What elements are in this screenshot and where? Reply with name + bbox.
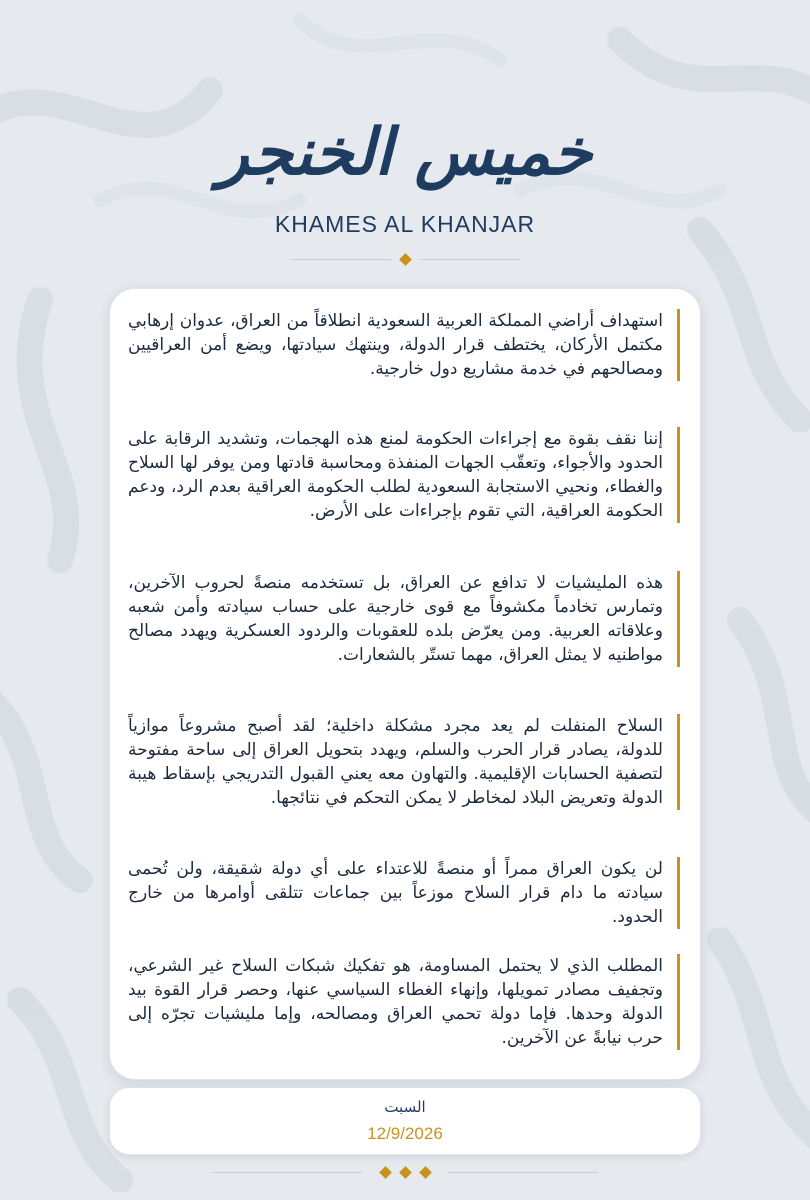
paragraph-2: إننا نقف بقوة مع إجراءات الحكومة لمنع هذه الهجمات، وتشديد الرقابة على الحدود والأجواء، وتعقّب الجهات المنفذة ومحاسبة قادتها ومن يوفر لها السلاح والغطاء، ونحيي الاستجابة السعودية لطلب الحكومة العراقية بعدم الرد، ودعم الحكومة العراقية، التي تقوم بإجراءات على الأرض. <box>128 427 680 523</box>
date-label: 12/9/2026 <box>367 1124 443 1143</box>
logo-english: KHAMES AL KHANJAR <box>274 211 536 237</box>
paragraph-6: المطلب الذي لا يحتمل المساومة، هو تفكيك شبكات السلاح غير الشرعي، وتجفيف مصادر تمويلها، وإنهاء الغطاء السياسي عنها، وحصر قرار القوة بيد الدولة وحدها. فإما دولة تحمي العراق ومصالحه، وإما مليشيات تجرّه إلى حرب نيابةً عن الآخرين. <box>128 954 680 1050</box>
diamond-ornament <box>399 253 412 266</box>
divider-line-right <box>420 259 520 260</box>
divider-line-left <box>291 259 391 260</box>
footer-divider-right <box>448 1172 598 1173</box>
paragraph-5: لن يكون العراق ممراً أو منصةً للاعتداء على أي دولة شقيقة، ولن تُحمى سيادته ما دام قرار السلاح موزعاً بين جماعات تتلقى أوامرها من خارج الحدود. <box>128 857 680 929</box>
diamond-ornament-3 <box>419 1166 432 1179</box>
statement-card <box>109 288 701 1080</box>
day-label: السبت <box>384 1098 426 1116</box>
date-box <box>109 1087 701 1155</box>
footer-divider-left <box>212 1172 362 1173</box>
logo-arabic: خميس الخنجر <box>217 115 593 190</box>
paragraph-1: استهداف أراضي المملكة العربية السعودية انطلاقاً من العراق، عدوان إرهابي مكتمل الأركان، يختطف قرار الدولة، وينتهك سيادتها، ويضع أمن العراقيين ومصالحهم في خدمة مشاريع دول خارجية. <box>128 309 680 381</box>
paragraph-3: هذه المليشيات لا تدافع عن العراق، بل تستخدمه منصةً لحروب الآخرين، وتمارس تخادماً مكشوفاً مع قوى خارجية على حساب سيادته وأمن شعبه وعلاقاته العربية. ومن يعرّض بلده للعقوبات والردود العسكرية ويهدد مصالح مواطنيه لا يمثل العراق، مهما تستّر بالشعارات. <box>128 571 680 667</box>
diamond-ornament-1 <box>379 1166 392 1179</box>
header <box>0 0 810 290</box>
diamond-ornament-2 <box>399 1166 412 1179</box>
paragraph-4: السلاح المنفلت لم يعد مجرد مشكلة داخلية؛ لقد أصبح مشروعاً موازياً للدولة، يصادر قرار الحرب والسلم، ويهدد بتحويل العراق إلى ساحة مفتوحة لتصفية الحسابات الإقليمية. والتهاون معه يعني القبول التدريجي بإسقاط هيبة الدولة وتعريض البلاد لمخاطر لا يمكن التحكم في نتائجها. <box>128 714 680 810</box>
